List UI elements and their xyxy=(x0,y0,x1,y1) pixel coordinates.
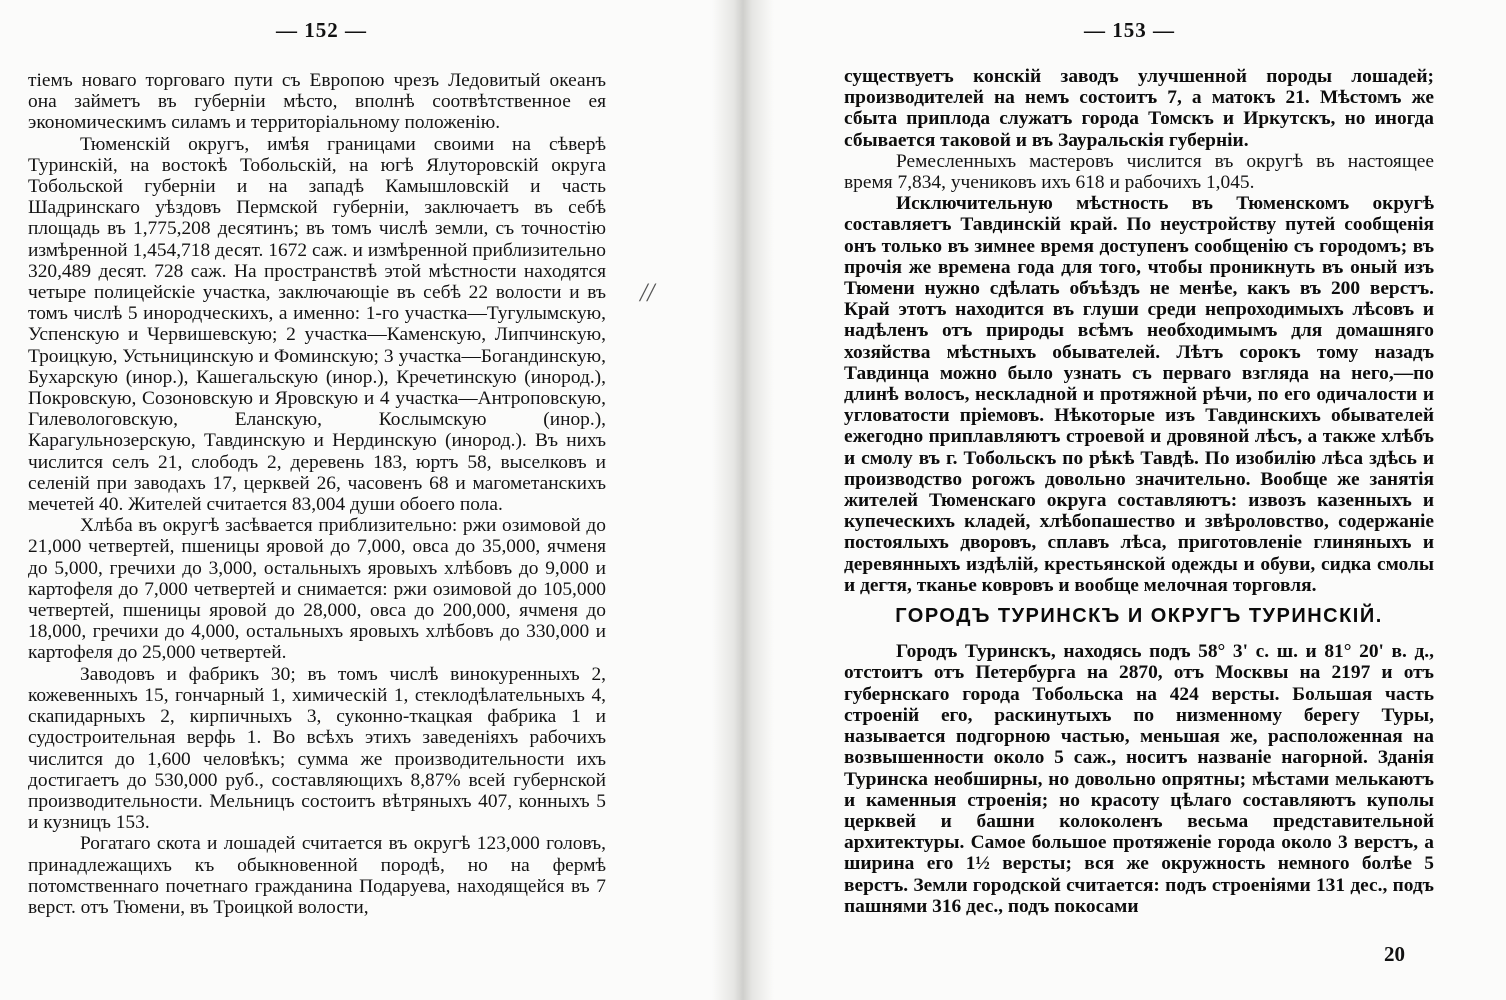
right-page-body xyxy=(844,66,1434,917)
left-paragraph-1: тiемъ новаго торговаго пути съ Европою чрезъ Ледовитый океанъ она займетъ въ губернiи мѣсто, вполнѣ соотвѣтственное ея экономическимъ силамъ и территорiальному положенiю. xyxy=(28,70,606,134)
left-page-body xyxy=(28,70,606,918)
left-paragraph-4: Заводовъ и фабрикъ 30; въ томъ числѣ винокуренныхъ 2, кожевенныхъ 15, гончарный 1, химическiй 1, стеклодѣлательныхъ 4, скапидарныхъ 2, кирпичныхъ 3, суконно-ткацкая фабрика 1 и судостроительная верфь 1. Во всѣхъ этихъ заведенiяхъ рабочихъ числится до 1,600 человѣкъ; сумма же производительности ихъ достигаетъ до 530,000 руб., составляющихъ 8,87% всей губернской производительности. Мельницъ состоитъ вѣтряныхъ 407, конныхъ 5 и кузницъ 153. xyxy=(28,663,606,834)
right-paragraph-4: Городъ Туринскъ, находясь подъ 58° 3' с. ш. и 81° 20' в. д., отстоитъ отъ Петербурга на 2870, отъ Москвы на 2197 и отъ губернскаго города Тобольска на 424 версты. Большая часть строенiй его, раскинутыхъ по низменному берегу Туры, называется подгорною частью, меньшая же, расположенная на возвышенности около 5 саж., носитъ названiе нагорной. Зданiя Туринска необширны, но довольно опрятны; мѣстами мелькаютъ и каменныя строенiя; но красоту цѣлаго составляютъ куполы церквей и башни колоколенъ весьма представительной архитектуры. Самое большое протяженiе города около 3 верстъ, а ширина его 1½ версты; вся же окружность немного болѣе 5 верстъ. Земли городской считается: подъ строенiями 131 дес., подъ пашнями 316 дес., подъ покосами xyxy=(844,641,1434,917)
margin-note: // xyxy=(640,278,655,307)
right-paragraph-3: Исключительную мѣстность въ Тюменскомъ округѣ составляетъ Тавдинскiй край. По неустройству путей сообщенiя онъ только въ зимнее время доступенъ сообщенiю съ городомъ; въ прочiя же времена года для того, чтобы проникнуть въ оный изъ Тюмени нужно сдѣлать объѣздъ не менѣе, какъ въ 200 верстъ. Край этотъ находится въ глуши среди непроходимыхъ лѣсовъ и надѣленъ отъ природы всѣмъ необходимымъ для домашняго хозяйства мѣстныхъ обывателей. Лѣтъ сорокъ тому назадъ Тавдинца можно было узнать съ перваго взгляда на него,—по длинѣ волосъ, нескладной и протяжной рѣчи, по его одичалости и угловатости прiемовъ. Нѣкоторые изъ Тавдинскихъ обывателей ежегодно приплавляютъ строевой и дровяной лѣсъ, а также хлѣбъ и смолу въ г. Тобольскъ по рѣкѣ Тавдѣ. По изобилiю лѣса здѣсь и производство рогожъ довольно значительно. Вообще же занятiя жителей Тюменскаго округа составляютъ: извозъ казенныхъ и купеческихъ кладей, хлѣбопашество и звѣроловство, содержанiе постоялыхъ дворовъ, сплавъ лѣса, приготовленiе глиняныхъ и деревянныхъ издѣлiй, крестьянской одежды и обуви, сидка смолы и дегтя, тканье ковровъ и вообще мелочная торговля. xyxy=(844,193,1434,596)
left-paragraph-5: Рогатаго скота и лошадей считается въ округѣ 123,000 головъ, принадлежащихъ къ обыкновенной породѣ, но на фермѣ потомственнаго почетнаго гражданина Подаруева, находящейся въ 7 верст. отъ Тюмени, въ Троицкой волости, xyxy=(28,833,606,918)
signature-mark: 20 xyxy=(1384,942,1405,966)
right-page-number: — 153 — xyxy=(1084,18,1175,42)
left-page-number: — 152 — xyxy=(276,18,367,42)
section-heading: ГОРОДЪ ТУРИНСКЪ И ОКРУГЪ ТУРИНСКIЙ. xyxy=(895,605,1383,628)
right-paragraph-2: Ремесленныхъ мастеровъ числится въ округѣ въ настоящее время 7,834, учениковъ ихъ 618 и рабочихъ 1,045. xyxy=(844,150,1434,194)
right-paragraph-1: существуетъ конскiй заводъ улучшенной породы лошадей; производителей на немъ состоитъ 7, а матокъ 21. Мѣстомъ же сбыта приплода служатъ города Томскъ и Иркутскъ, но иногда сбывается таковой и въ Зауральскiя губернiи. xyxy=(844,66,1434,151)
right-page xyxy=(774,0,1506,1000)
book-gutter xyxy=(712,0,774,1000)
left-paragraph-3: Хлѣба въ округѣ засѣвается приблизительно: ржи озимовой до 21,000 четвертей, пшеницы яровой до 7,000, овса до 35,000, ячменя до 5,000, гречихи до 3,000, остальныхъ яровыхъ хлѣбовъ до 9,000 и картофеля до 7,000 четвертей и снимается: ржи озимовой до 105,000 четвертей, пшеницы яровой до 28,000, овса до 200,000, ячменя до 18,000, гречихи до 4,000, остальныхъ яровыхъ хлѣбовъ до 330,000 и картофеля до 25,000 четвертей. xyxy=(28,515,606,664)
left-page xyxy=(0,0,712,1000)
left-paragraph-2: Тюменскiй округъ, имѣя границами своими на сѣверѣ Туринскiй, на востокѣ Тобольскiй, на югѣ Ялуторовскiй округа Тобольской губернiи и на западѣ Камышловскiй и часть Шадринскаго уѣздовъ Пермской губернiи, заключаетъ въ себѣ площадь въ 1,775,208 десятинъ; въ томъ числѣ земли, съ точностiю измѣренной 1,454,718 десят. 1672 саж. и измѣренной приблизительно 320,489 десят. 728 саж. На пространствѣ этой мѣстности находятся четыре полицейскiе участка, заключающiе въ себѣ 22 волости и въ томъ числѣ 5 инородческихъ, а именно: 1-го участка—Тугулымскую, Успенскую и Червишевскую; 2 участка—Каменскую, Липчинскую, Троицкую, Устьницинскую и Фоминскую; 3 участка—Богандинскую, Бухарскую (инор.), Кашегальскую (инор.), Кречетинскую (инород.), Покровскую, Созоновскую и Яровскую и 4 участка—Антроповскую, Гилевологовскую, Еланскую, Кослымскую (инор.), Карагульнозерскую, Тавдинскую и Нердинскую (инород.). Въ нихъ числится селъ 21, слободъ 2, деревень 183, юртъ 58, выселковъ и селенiй при заводахъ 17, церквей 26, часовенъ 68 и магометанскихъ мечетей 40. Жителей считается 83,004 души обоего пола. xyxy=(28,133,606,516)
